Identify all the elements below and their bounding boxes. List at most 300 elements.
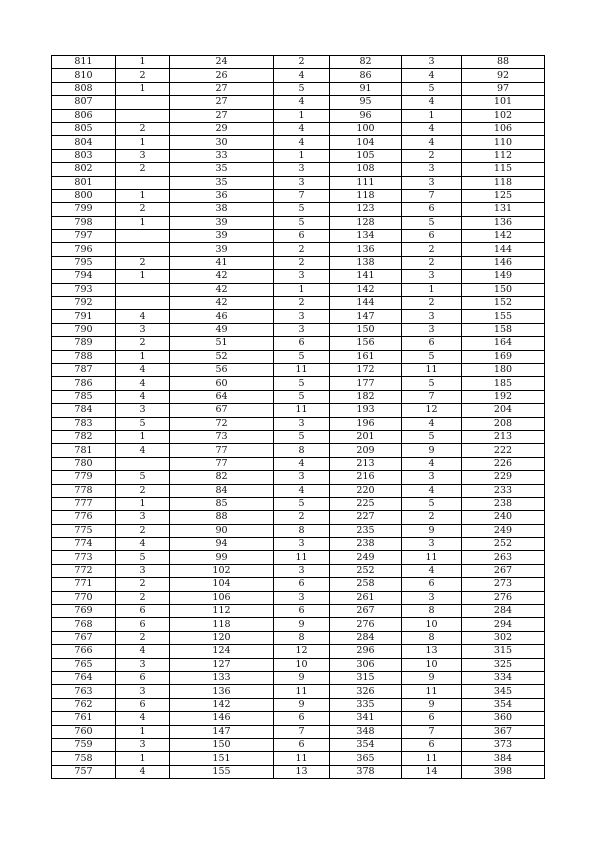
count-cell-3: 11	[402, 551, 462, 564]
cumulative-count-cell: 94	[170, 538, 274, 551]
count-cell-2: 3	[274, 471, 330, 484]
score-cell: 798	[52, 216, 116, 229]
cumulative-count-cell-3: 155	[462, 310, 545, 323]
table-row	[52, 538, 545, 551]
score-cell: 806	[52, 109, 116, 122]
cumulative-count-cell-3: 267	[462, 564, 545, 577]
cumulative-count-cell: 118	[170, 618, 274, 631]
cumulative-count-cell: 99	[170, 551, 274, 564]
count-cell: 2	[116, 591, 170, 604]
cumulative-count-cell-2: 238	[330, 538, 402, 551]
count-cell-2: 11	[274, 404, 330, 417]
cumulative-count-cell: 150	[170, 738, 274, 751]
count-cell	[116, 243, 170, 256]
table-row	[52, 270, 545, 283]
count-cell: 3	[116, 564, 170, 577]
count-cell-2: 7	[274, 725, 330, 738]
cumulative-count-cell: 133	[170, 671, 274, 684]
score-cell: 771	[52, 578, 116, 591]
score-cell: 761	[52, 712, 116, 725]
cumulative-count-cell: 155	[170, 765, 274, 778]
cumulative-count-cell-2: 227	[330, 511, 402, 524]
score-cell: 776	[52, 511, 116, 524]
count-cell-2: 5	[274, 430, 330, 443]
count-cell-3: 8	[402, 605, 462, 618]
cumulative-count-cell-3: 238	[462, 497, 545, 510]
cumulative-count-cell-3: 150	[462, 283, 545, 296]
score-cell: 805	[52, 122, 116, 135]
cumulative-count-cell-2: 105	[330, 149, 402, 162]
cumulative-count-cell: 67	[170, 404, 274, 417]
cumulative-count-cell-2: 91	[330, 82, 402, 95]
count-cell-2: 5	[274, 350, 330, 363]
cumulative-count-cell: 41	[170, 256, 274, 269]
count-cell-3: 5	[402, 350, 462, 363]
cumulative-count-cell-2: 95	[330, 96, 402, 109]
count-cell-2: 6	[274, 578, 330, 591]
cumulative-count-cell-2: 134	[330, 230, 402, 243]
table-row	[52, 323, 545, 336]
count-cell-2: 3	[274, 176, 330, 189]
cumulative-count-cell-2: 156	[330, 337, 402, 350]
count-cell-3: 4	[402, 69, 462, 82]
cumulative-count-cell-3: 102	[462, 109, 545, 122]
cumulative-count-cell-3: 233	[462, 484, 545, 497]
cumulative-count-cell: 27	[170, 109, 274, 122]
count-cell: 5	[116, 417, 170, 430]
table-row	[52, 350, 545, 363]
score-cell: 795	[52, 256, 116, 269]
count-cell-3: 6	[402, 203, 462, 216]
cumulative-count-cell-2: 150	[330, 323, 402, 336]
count-cell-2: 4	[274, 69, 330, 82]
cumulative-count-cell-3: 192	[462, 390, 545, 403]
count-cell-2: 2	[274, 243, 330, 256]
count-cell	[116, 297, 170, 310]
cumulative-count-cell-3: 101	[462, 96, 545, 109]
count-cell-3: 3	[402, 323, 462, 336]
table-row	[52, 363, 545, 376]
cumulative-count-cell: 142	[170, 698, 274, 711]
cumulative-count-cell-3: 284	[462, 605, 545, 618]
count-cell: 3	[116, 511, 170, 524]
score-table	[51, 55, 545, 779]
count-cell-3: 3	[402, 591, 462, 604]
count-cell: 2	[116, 256, 170, 269]
cumulative-count-cell-2: 144	[330, 297, 402, 310]
count-cell-2: 13	[274, 765, 330, 778]
table-row	[52, 578, 545, 591]
table-row	[52, 243, 545, 256]
count-cell: 2	[116, 524, 170, 537]
count-cell: 5	[116, 471, 170, 484]
cumulative-count-cell: 77	[170, 457, 274, 470]
cumulative-count-cell-3: 131	[462, 203, 545, 216]
score-cell: 758	[52, 752, 116, 765]
count-cell: 2	[116, 484, 170, 497]
count-cell-2: 2	[274, 256, 330, 269]
count-cell-3: 2	[402, 149, 462, 162]
cumulative-count-cell-3: 118	[462, 176, 545, 189]
count-cell-3: 1	[402, 283, 462, 296]
cumulative-count-cell-3: 325	[462, 658, 545, 671]
cumulative-count-cell-3: 185	[462, 377, 545, 390]
count-cell: 4	[116, 645, 170, 658]
cumulative-count-cell-2: 136	[330, 243, 402, 256]
count-cell-3: 3	[402, 310, 462, 323]
cumulative-count-cell: 42	[170, 270, 274, 283]
count-cell-2: 11	[274, 363, 330, 376]
count-cell	[116, 109, 170, 122]
table-row	[52, 203, 545, 216]
cumulative-count-cell-3: 302	[462, 631, 545, 644]
table-row	[52, 256, 545, 269]
cumulative-count-cell-2: 172	[330, 363, 402, 376]
cumulative-count-cell-3: 222	[462, 444, 545, 457]
cumulative-count-cell-2: 86	[330, 69, 402, 82]
cumulative-count-cell-3: 97	[462, 82, 545, 95]
count-cell-3: 3	[402, 176, 462, 189]
score-cell: 780	[52, 457, 116, 470]
count-cell-3: 3	[402, 163, 462, 176]
cumulative-count-cell-3: 367	[462, 725, 545, 738]
table-row	[52, 390, 545, 403]
count-cell-2: 11	[274, 752, 330, 765]
count-cell-2: 6	[274, 605, 330, 618]
table-row	[52, 136, 545, 149]
cumulative-count-cell-3: 110	[462, 136, 545, 149]
score-cell: 788	[52, 350, 116, 363]
count-cell-3: 5	[402, 377, 462, 390]
count-cell-2: 8	[274, 444, 330, 457]
cumulative-count-cell: 39	[170, 243, 274, 256]
count-cell-2: 1	[274, 109, 330, 122]
cumulative-count-cell: 46	[170, 310, 274, 323]
count-cell-3: 6	[402, 578, 462, 591]
count-cell: 1	[116, 56, 170, 69]
count-cell: 2	[116, 631, 170, 644]
cumulative-count-cell-2: 123	[330, 203, 402, 216]
cumulative-count-cell-2: 216	[330, 471, 402, 484]
cumulative-count-cell: 84	[170, 484, 274, 497]
count-cell: 2	[116, 122, 170, 135]
cumulative-count-cell-2: 267	[330, 605, 402, 618]
cumulative-count-cell: 27	[170, 82, 274, 95]
score-cell: 800	[52, 189, 116, 202]
count-cell: 4	[116, 310, 170, 323]
table-row	[52, 698, 545, 711]
count-cell-2: 3	[274, 270, 330, 283]
cumulative-count-cell-3: 158	[462, 323, 545, 336]
cumulative-count-cell-2: 141	[330, 270, 402, 283]
count-cell-2: 2	[274, 56, 330, 69]
cumulative-count-cell-2: 235	[330, 524, 402, 537]
table-row	[52, 444, 545, 457]
count-cell-2: 6	[274, 337, 330, 350]
cumulative-count-cell-2: 378	[330, 765, 402, 778]
cumulative-count-cell-3: 315	[462, 645, 545, 658]
count-cell-3: 11	[402, 685, 462, 698]
score-cell: 794	[52, 270, 116, 283]
table-row	[52, 725, 545, 738]
table-row	[52, 738, 545, 751]
table-row	[52, 457, 545, 470]
score-cell: 783	[52, 417, 116, 430]
count-cell: 1	[116, 136, 170, 149]
cumulative-count-cell-2: 296	[330, 645, 402, 658]
table-row	[52, 631, 545, 644]
count-cell-3: 4	[402, 122, 462, 135]
cumulative-count-cell-2: 82	[330, 56, 402, 69]
score-cell: 807	[52, 96, 116, 109]
cumulative-count-cell-3: 106	[462, 122, 545, 135]
cumulative-count-cell-3: 345	[462, 685, 545, 698]
count-cell-3: 6	[402, 712, 462, 725]
count-cell-3: 6	[402, 738, 462, 751]
count-cell: 4	[116, 390, 170, 403]
score-cell: 763	[52, 685, 116, 698]
count-cell-2: 8	[274, 524, 330, 537]
count-cell-3: 3	[402, 56, 462, 69]
count-cell: 2	[116, 69, 170, 82]
cumulative-count-cell: 42	[170, 297, 274, 310]
cumulative-count-cell: 136	[170, 685, 274, 698]
count-cell-3: 3	[402, 471, 462, 484]
cumulative-count-cell-2: 111	[330, 176, 402, 189]
score-cell: 802	[52, 163, 116, 176]
count-cell: 1	[116, 270, 170, 283]
cumulative-count-cell: 42	[170, 283, 274, 296]
table-row	[52, 618, 545, 631]
count-cell-2: 3	[274, 163, 330, 176]
cumulative-count-cell-2: 96	[330, 109, 402, 122]
cumulative-count-cell-2: 258	[330, 578, 402, 591]
count-cell-2: 5	[274, 377, 330, 390]
count-cell-3: 9	[402, 444, 462, 457]
count-cell-2: 12	[274, 645, 330, 658]
cumulative-count-cell: 38	[170, 203, 274, 216]
cumulative-count-cell: 35	[170, 163, 274, 176]
cumulative-count-cell-3: 208	[462, 417, 545, 430]
score-cell: 785	[52, 390, 116, 403]
cumulative-count-cell-2: 161	[330, 350, 402, 363]
count-cell-2: 1	[274, 149, 330, 162]
score-cell: 811	[52, 56, 116, 69]
count-cell-2: 3	[274, 538, 330, 551]
cumulative-count-cell-2: 365	[330, 752, 402, 765]
table-row	[52, 109, 545, 122]
count-cell-2: 6	[274, 738, 330, 751]
score-cell: 772	[52, 564, 116, 577]
count-cell-2: 2	[274, 297, 330, 310]
cumulative-count-cell-2: 315	[330, 671, 402, 684]
count-cell-3: 2	[402, 511, 462, 524]
cumulative-count-cell: 39	[170, 216, 274, 229]
count-cell: 1	[116, 216, 170, 229]
score-cell: 799	[52, 203, 116, 216]
cumulative-count-cell-3: 142	[462, 230, 545, 243]
count-cell-3: 14	[402, 765, 462, 778]
cumulative-count-cell-2: 138	[330, 256, 402, 269]
cumulative-count-cell: 36	[170, 189, 274, 202]
cumulative-count-cell-3: 112	[462, 149, 545, 162]
count-cell: 4	[116, 363, 170, 376]
cumulative-count-cell: 27	[170, 96, 274, 109]
table-row	[52, 591, 545, 604]
count-cell-3: 12	[402, 404, 462, 417]
table-row	[52, 497, 545, 510]
count-cell: 4	[116, 538, 170, 551]
cumulative-count-cell: 106	[170, 591, 274, 604]
cumulative-count-cell-3: 276	[462, 591, 545, 604]
cumulative-count-cell-2: 147	[330, 310, 402, 323]
cumulative-count-cell: 30	[170, 136, 274, 149]
count-cell-3: 11	[402, 363, 462, 376]
count-cell-3: 1	[402, 109, 462, 122]
cumulative-count-cell: 151	[170, 752, 274, 765]
cumulative-count-cell-2: 335	[330, 698, 402, 711]
cumulative-count-cell: 90	[170, 524, 274, 537]
count-cell-3: 11	[402, 752, 462, 765]
score-cell: 774	[52, 538, 116, 551]
cumulative-count-cell-3: 252	[462, 538, 545, 551]
count-cell-2: 3	[274, 323, 330, 336]
cumulative-count-cell-2: 276	[330, 618, 402, 631]
table-row	[52, 765, 545, 778]
cumulative-count-cell: 120	[170, 631, 274, 644]
count-cell-2: 3	[274, 417, 330, 430]
count-cell-2: 9	[274, 618, 330, 631]
count-cell-2: 9	[274, 671, 330, 684]
count-cell-2: 10	[274, 658, 330, 671]
cumulative-count-cell-2: 354	[330, 738, 402, 751]
cumulative-count-cell-3: 360	[462, 712, 545, 725]
score-cell: 803	[52, 149, 116, 162]
score-cell: 766	[52, 645, 116, 658]
cumulative-count-cell-3: 249	[462, 524, 545, 537]
count-cell: 1	[116, 752, 170, 765]
score-cell: 781	[52, 444, 116, 457]
cumulative-count-cell-3: 273	[462, 578, 545, 591]
cumulative-count-cell-2: 196	[330, 417, 402, 430]
score-cell: 778	[52, 484, 116, 497]
score-cell: 773	[52, 551, 116, 564]
cumulative-count-cell-3: 180	[462, 363, 545, 376]
score-cell: 801	[52, 176, 116, 189]
count-cell-2: 4	[274, 484, 330, 497]
cumulative-count-cell-3: 169	[462, 350, 545, 363]
cumulative-count-cell: 64	[170, 390, 274, 403]
count-cell: 4	[116, 712, 170, 725]
cumulative-count-cell: 102	[170, 564, 274, 577]
cumulative-count-cell: 77	[170, 444, 274, 457]
table-row	[52, 417, 545, 430]
score-cell: 786	[52, 377, 116, 390]
count-cell-3: 4	[402, 484, 462, 497]
count-cell: 6	[116, 671, 170, 684]
cumulative-count-cell: 88	[170, 511, 274, 524]
table-row	[52, 671, 545, 684]
count-cell: 6	[116, 698, 170, 711]
table-row	[52, 404, 545, 417]
count-cell: 4	[116, 444, 170, 457]
count-cell: 3	[116, 685, 170, 698]
count-cell-3: 8	[402, 631, 462, 644]
count-cell: 3	[116, 404, 170, 417]
count-cell: 4	[116, 765, 170, 778]
cumulative-count-cell: 33	[170, 149, 274, 162]
count-cell-3: 9	[402, 671, 462, 684]
cumulative-count-cell: 104	[170, 578, 274, 591]
count-cell: 5	[116, 551, 170, 564]
count-cell-2: 11	[274, 551, 330, 564]
table-row	[52, 69, 545, 82]
table-row	[52, 122, 545, 135]
count-cell: 2	[116, 337, 170, 350]
table-row	[52, 712, 545, 725]
cumulative-count-cell: 24	[170, 56, 274, 69]
cumulative-count-cell: 49	[170, 323, 274, 336]
count-cell-3: 3	[402, 270, 462, 283]
count-cell-2: 5	[274, 390, 330, 403]
score-cell: 782	[52, 430, 116, 443]
cumulative-count-cell-2: 182	[330, 390, 402, 403]
score-cell: 796	[52, 243, 116, 256]
score-cell: 759	[52, 738, 116, 751]
cumulative-count-cell-2: 252	[330, 564, 402, 577]
table-row	[52, 176, 545, 189]
cumulative-count-cell-3: 146	[462, 256, 545, 269]
count-cell-2: 3	[274, 564, 330, 577]
cumulative-count-cell-3: 92	[462, 69, 545, 82]
score-cell: 784	[52, 404, 116, 417]
cumulative-count-cell-2: 142	[330, 283, 402, 296]
score-cell: 791	[52, 310, 116, 323]
cumulative-count-cell-2: 341	[330, 712, 402, 725]
cumulative-count-cell-2: 306	[330, 658, 402, 671]
score-cell: 808	[52, 82, 116, 95]
cumulative-count-cell-3: 373	[462, 738, 545, 751]
count-cell-3: 5	[402, 497, 462, 510]
count-cell: 2	[116, 203, 170, 216]
cumulative-count-cell-2: 326	[330, 685, 402, 698]
cumulative-count-cell-3: 144	[462, 243, 545, 256]
score-cell: 797	[52, 230, 116, 243]
score-cell: 777	[52, 497, 116, 510]
cumulative-count-cell-2: 100	[330, 122, 402, 135]
table-row	[52, 685, 545, 698]
count-cell-2: 6	[274, 230, 330, 243]
score-cell: 787	[52, 363, 116, 376]
cumulative-count-cell-3: 226	[462, 457, 545, 470]
table-body	[52, 56, 545, 779]
table-row	[52, 377, 545, 390]
count-cell-2: 4	[274, 136, 330, 149]
count-cell: 1	[116, 82, 170, 95]
count-cell-2: 1	[274, 283, 330, 296]
cumulative-count-cell: 124	[170, 645, 274, 658]
cumulative-count-cell-2: 225	[330, 497, 402, 510]
cumulative-count-cell-3: 88	[462, 56, 545, 69]
score-cell: 779	[52, 471, 116, 484]
cumulative-count-cell-2: 213	[330, 457, 402, 470]
cumulative-count-cell-3: 115	[462, 163, 545, 176]
table-row	[52, 605, 545, 618]
table-row	[52, 471, 545, 484]
cumulative-count-cell-2: 193	[330, 404, 402, 417]
cumulative-count-cell-2: 201	[330, 430, 402, 443]
count-cell-2: 8	[274, 631, 330, 644]
